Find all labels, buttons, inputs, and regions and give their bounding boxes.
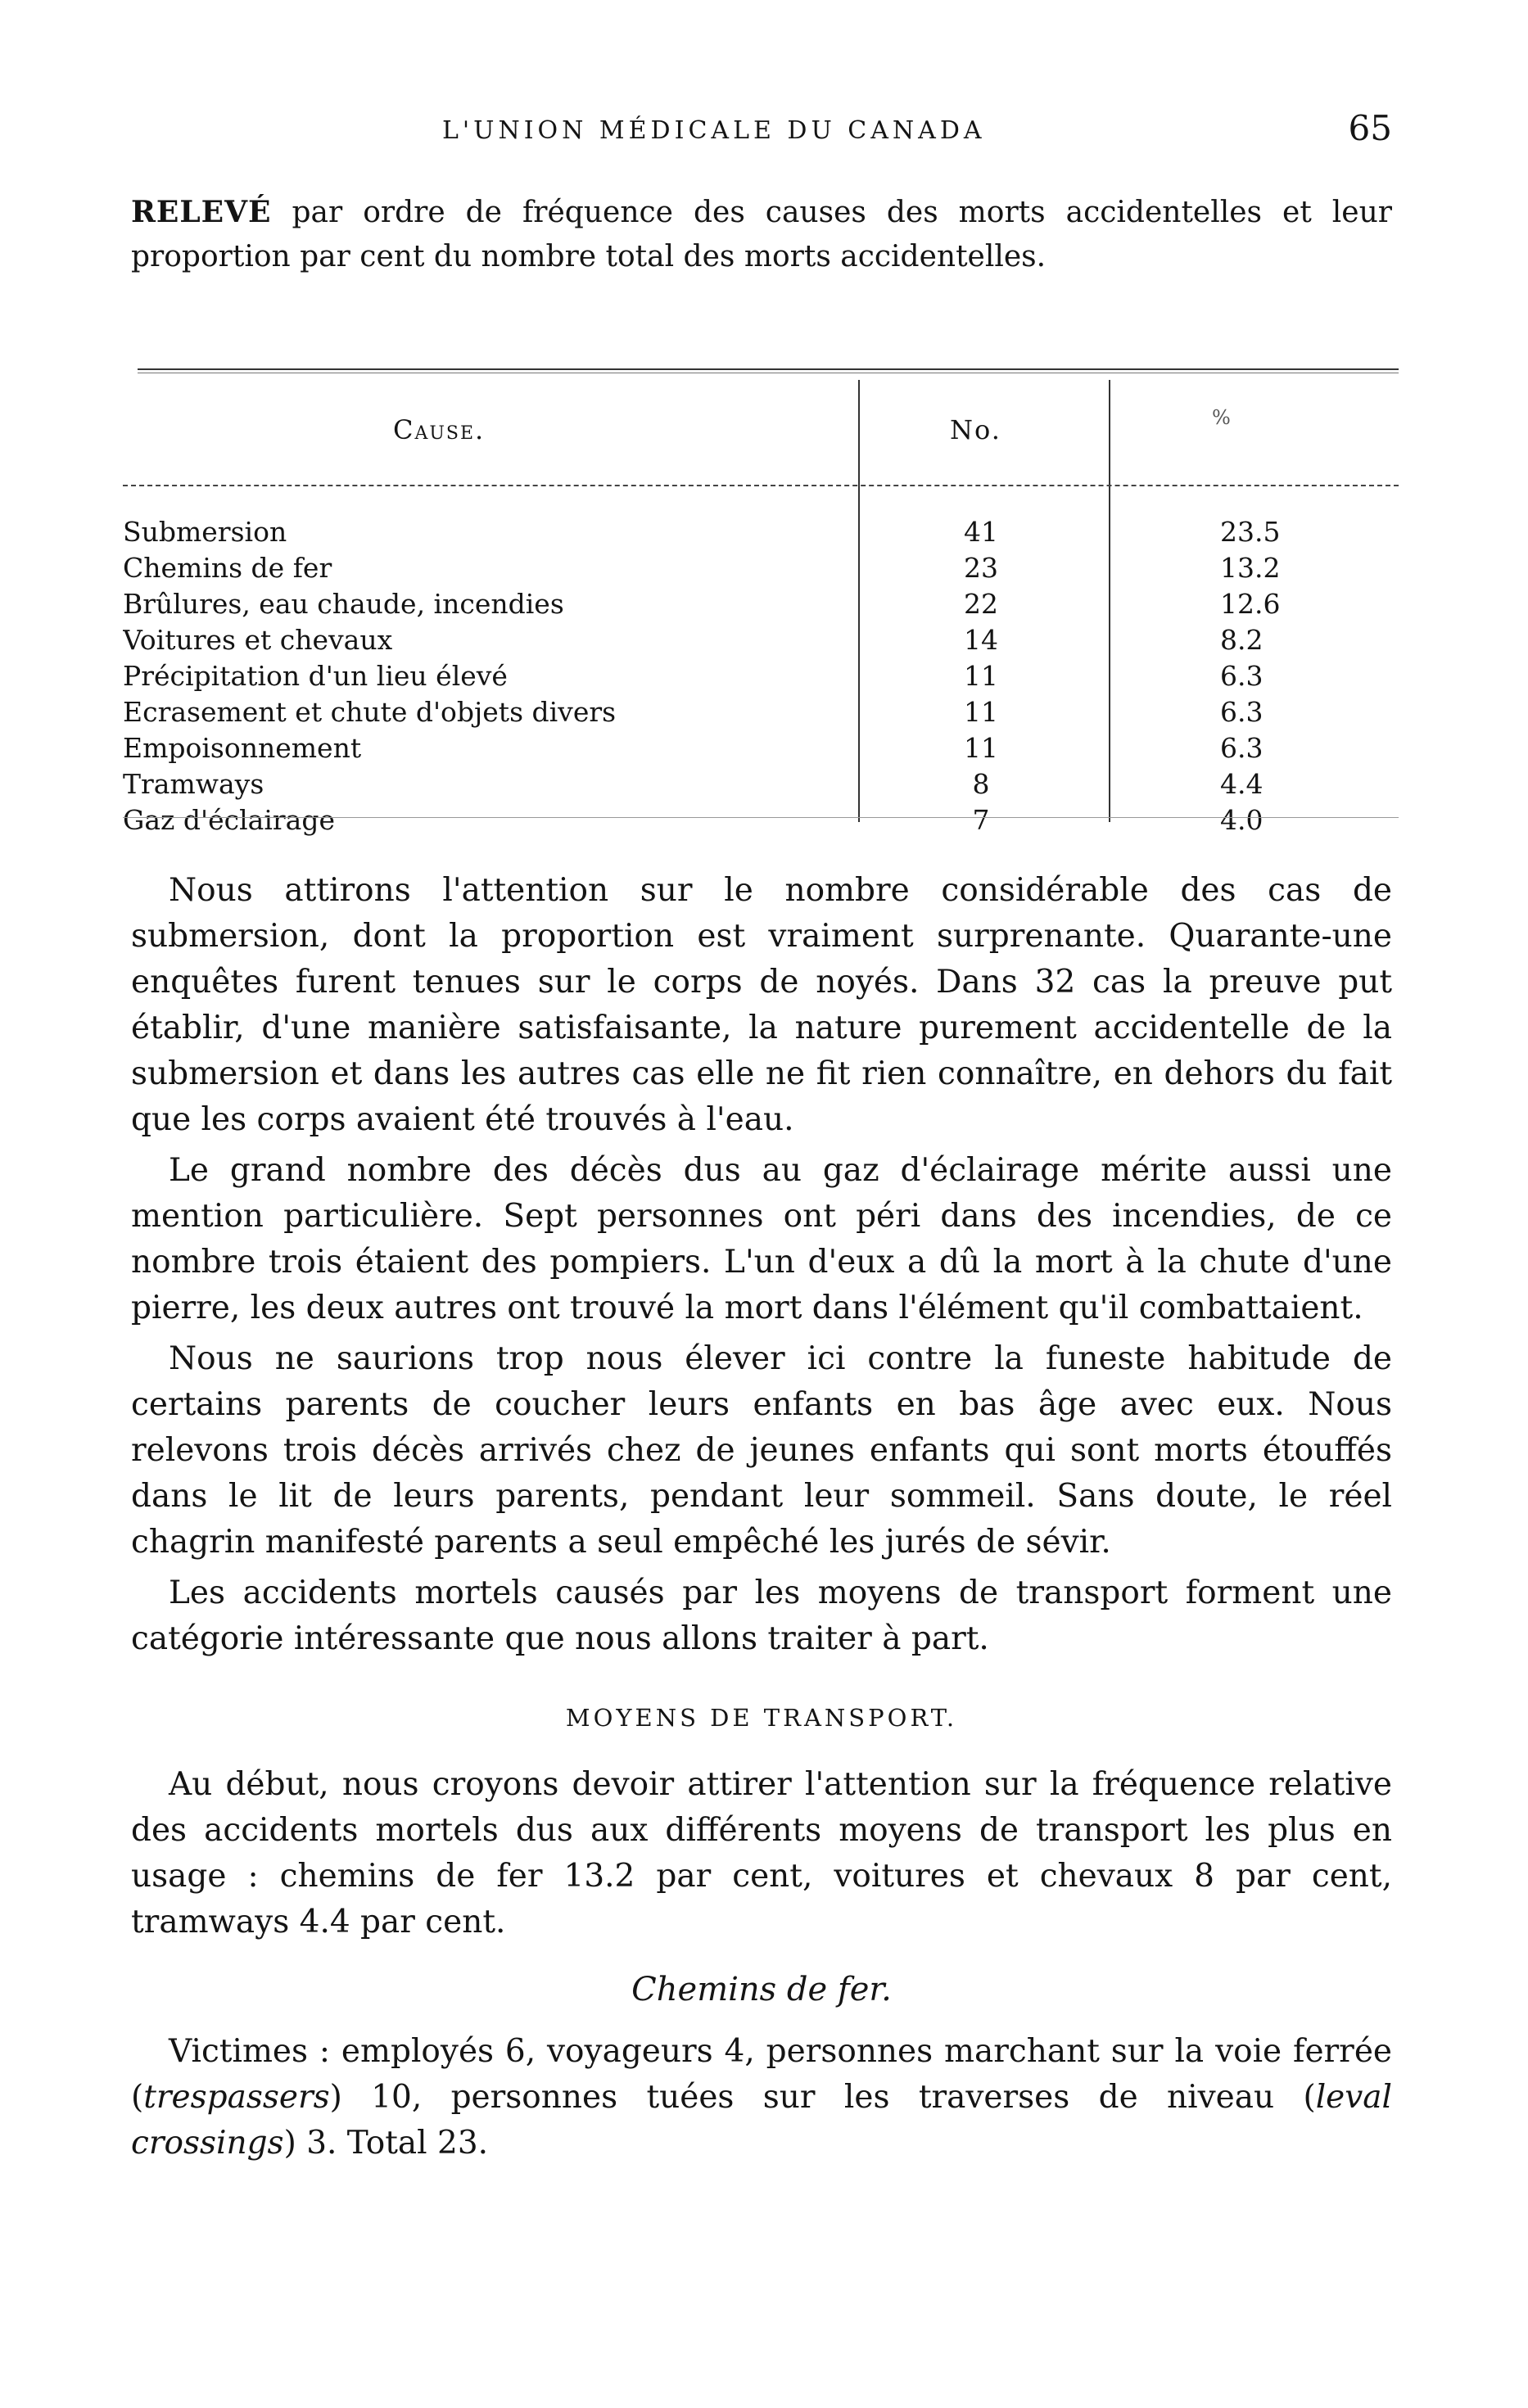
cell-percent: 6.3 — [1220, 696, 1264, 728]
cell-percent: 4.0 — [1220, 804, 1264, 836]
section-heading: MOYENS DE TRANSPORT. — [565, 1704, 958, 1732]
subsection-heading: Chemins de fer. — [631, 1971, 892, 2008]
victims-em-a: trespassers — [143, 2079, 330, 2116]
cell-number: 11 — [964, 732, 998, 764]
cell-cause — [123, 802, 843, 838]
header-percent: % — [1212, 406, 1232, 429]
cause-label: Empoisonnement — [123, 732, 368, 764]
cell-number: 11 — [964, 696, 998, 728]
paragraph: Nous ne saurions trop nous élever ici contre la funeste habitude de certains parents de coucher leurs enfants en bas âge avec eux. Nous relevons trois décès arrivés chez de jeunes enfants qui sont morts étouffés dans le lit de leurs parents, pendant leur sommeil. Sans doute, le réel chagrin manifesté parents a seul empêché les jurés de sévir. — [131, 1340, 1392, 1561]
cell-number: 11 — [964, 660, 998, 692]
table-top-rule — [138, 368, 1399, 373]
victims-text-a: Victimes : employés 6, voyageurs 4, personnes marchant sur la voie ferrée ( — [131, 2033, 1392, 2116]
table-row — [123, 550, 1400, 586]
cell-number: 14 — [964, 624, 998, 656]
victims-paragraph — [131, 2029, 1392, 2166]
cell-cause — [123, 586, 843, 622]
cell-cause — [123, 658, 843, 694]
cell-percent: 6.3 — [1220, 732, 1264, 764]
running-title: L'UNION MÉDICALE DU CANADA — [442, 116, 986, 145]
cell-number: 8 — [972, 768, 990, 800]
cell-percent: 23.5 — [1220, 516, 1281, 548]
cause-label: Tramways — [123, 768, 270, 800]
cause-label: Brûlures, eau chaude, incendies — [123, 588, 571, 620]
cell-number: 22 — [964, 588, 998, 620]
paragraph: Nous attirons l'attention sur le nombre considérable des cas de submersion, dont la proportion est vraiment surprenante. Quarante-une enquêtes furent tenues sur le corps de noyés. Dans 32 cas la preuve put établir, d'une manière satisfaisante, la nature purement accidentelle de la submersion et dans les autres cas elle ne fit rien connaître, en dehors du fait que les corps avaient été trouvés à l'eau. — [131, 872, 1392, 1138]
cause-label: Chemins de fer — [123, 552, 338, 584]
victims-em-b: leval crossings — [131, 2079, 1392, 2162]
cell-number: 41 — [964, 516, 998, 548]
cause-label: Submersion — [123, 516, 293, 548]
table-row — [123, 730, 1400, 766]
paragraph: Les accidents mortels causés par les moyens de transport forment une catégorie intéressante que nous allons traiter à part. — [131, 1574, 1392, 1657]
table-row — [123, 694, 1400, 730]
cell-percent: 13.2 — [1220, 552, 1281, 584]
table-caption — [131, 190, 1392, 279]
header-number: No. — [950, 414, 1001, 445]
header-cause: Cause. — [393, 414, 486, 445]
cell-percent: 8.2 — [1220, 624, 1264, 656]
table-row — [123, 658, 1400, 694]
cause-label: Précipitation d'un lieu élevé — [123, 660, 514, 692]
table-body — [123, 514, 1400, 838]
cell-cause — [123, 694, 843, 730]
caption-text: par ordre de fréquence des causes des morts accidentelles et leur proportion par cent du nombre total des morts accidentelles. — [131, 196, 1392, 273]
running-head — [131, 108, 1392, 157]
table-row — [123, 622, 1400, 658]
cell-cause — [123, 622, 843, 658]
table-row — [123, 766, 1400, 802]
table-row — [123, 802, 1400, 838]
caption-lead: RELEVÉ — [131, 195, 272, 229]
cell-cause — [123, 766, 843, 802]
cause-label: Ecrasement et chute d'objets divers — [123, 696, 622, 728]
cell-cause — [123, 730, 843, 766]
victims-text-c: ) 3. Total 23. — [283, 2125, 489, 2162]
cell-number: 7 — [972, 804, 990, 836]
cell-percent: 12.6 — [1220, 588, 1281, 620]
body-text — [131, 868, 1392, 2171]
cell-percent: 4.4 — [1220, 768, 1264, 800]
victims-text-b: ) 10, personnes tuées sur les traverses de niveau ( — [329, 2079, 1316, 2116]
page-number: 65 — [1348, 108, 1392, 148]
table-row — [123, 514, 1400, 550]
cell-cause — [123, 550, 843, 586]
paragraph: Au début, nous croyons devoir attirer l'attention sur la fréquence relative des accidents mortels dus aux différents moyens de transport les plus en usage : chemins de fer 13.2 par cent, voitures et chevaux 8 par cent, tramways 4.4 par cent. — [131, 1766, 1392, 1940]
table-bottom-rule — [123, 817, 1399, 818]
cause-label: Voitures et chevaux — [123, 624, 399, 656]
paragraph: Le grand nombre des décès dus au gaz d'éclairage mérite aussi une mention particulière. Sept personnes ont péri dans des incendies, de ce nombre trois étaient des pompiers. L'un d'eux a dû la mort à la chute d'une pierre, les deux autres ont trouvé la mort dans l'élément qu'il combattaient. — [131, 1152, 1392, 1326]
table-header-rule — [123, 485, 1399, 486]
cell-number: 23 — [964, 552, 998, 584]
cell-percent: 6.3 — [1220, 660, 1264, 692]
table-row — [123, 586, 1400, 622]
cause-label: Gaz d'éclairage — [123, 804, 341, 836]
cell-cause — [123, 514, 843, 550]
